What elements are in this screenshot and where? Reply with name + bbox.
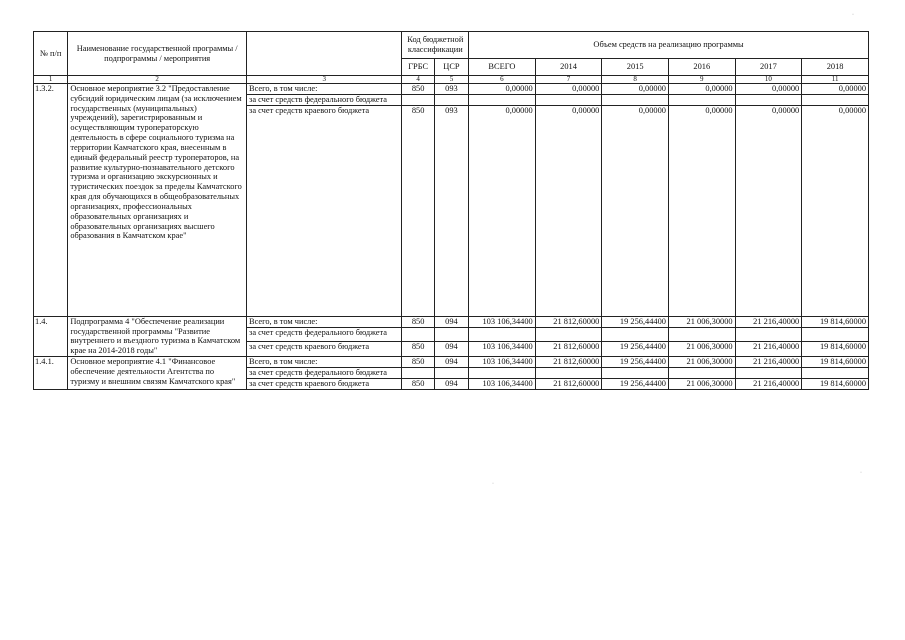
column-number: 11: [802, 76, 869, 84]
row-2017: 0,00000: [735, 105, 802, 316]
page-mark: ·: [852, 12, 854, 18]
row-2014: 21 812,60000: [535, 378, 602, 389]
row-2018: 19 814,60000: [802, 316, 869, 327]
row-grbs: 850: [402, 378, 434, 389]
header-num: № п/п: [34, 32, 68, 76]
header-csr: ЦСР: [434, 59, 468, 76]
row-number: 1.4.: [34, 316, 68, 356]
row-2017: 21 216,40000: [735, 378, 802, 389]
row-2017: 21 216,40000: [735, 342, 802, 357]
column-number: 5: [434, 76, 468, 84]
row-source: за счет средств краевого бюджета: [247, 105, 402, 316]
row-source: за счет средств федерального бюджета: [247, 327, 402, 342]
row-2015: 19 256,44400: [602, 378, 669, 389]
row-2016: 21 006,30000: [668, 316, 735, 327]
row-2018: 0,00000: [802, 84, 869, 95]
column-number: 6: [469, 76, 536, 84]
row-2017: 21 216,40000: [735, 316, 802, 327]
row-source: за счет средств федерального бюджета: [247, 368, 402, 379]
row-source: Всего, в том числе:: [247, 357, 402, 368]
table-row: [34, 84, 869, 95]
row-number: 1.3.2.: [34, 84, 68, 317]
column-number: 8: [602, 76, 669, 84]
row-2015: [602, 327, 669, 342]
row-csr: 093: [434, 84, 468, 95]
row-2014: [535, 327, 602, 342]
header-funding: Объем средств на реализацию программы: [469, 32, 869, 59]
row-2018: 19 814,60000: [802, 342, 869, 357]
row-2016: [668, 95, 735, 106]
header-total: ВСЕГО: [469, 59, 536, 76]
row-2016: 21 006,30000: [668, 357, 735, 368]
row-total: 103 106,34400: [469, 378, 536, 389]
column-number: 10: [735, 76, 802, 84]
row-grbs: [402, 327, 434, 342]
row-2017: 21 216,40000: [735, 357, 802, 368]
row-2018: 19 814,60000: [802, 378, 869, 389]
row-grbs: [402, 95, 434, 106]
row-grbs: 850: [402, 357, 434, 368]
row-2018: [802, 95, 869, 106]
row-grbs: 850: [402, 342, 434, 357]
row-source: за счет средств федерального бюджета: [247, 95, 402, 106]
row-2014: 0,00000: [535, 105, 602, 316]
row-2015: 0,00000: [602, 84, 669, 95]
row-total: [469, 368, 536, 379]
row-csr: 094: [434, 342, 468, 357]
row-2018: [802, 368, 869, 379]
row-csr: 093: [434, 105, 468, 316]
row-grbs: 850: [402, 105, 434, 316]
column-number: 3: [247, 76, 402, 84]
row-2016: 21 006,30000: [668, 378, 735, 389]
header-source: [247, 32, 402, 76]
column-number: 1: [34, 76, 68, 84]
row-grbs: [402, 368, 434, 379]
table-row: [34, 357, 869, 368]
row-name: Основное мероприятие 4.1 "Финансовое обеспечение деятельности Агентства по туризму и внешним связям Камчатского края": [68, 357, 247, 390]
row-2017: [735, 95, 802, 106]
row-csr: [434, 368, 468, 379]
row-total: 103 106,34400: [469, 316, 536, 327]
row-csr: 094: [434, 357, 468, 368]
program-funding-table: [33, 31, 869, 390]
row-2014: 0,00000: [535, 84, 602, 95]
row-csr: [434, 95, 468, 106]
row-2014: 21 812,60000: [535, 357, 602, 368]
header-year: 2018: [802, 59, 869, 76]
header-name: Наименование государственной программы / подпрограммы / мероприятия: [68, 32, 247, 76]
row-source: Всего, в том числе:: [247, 84, 402, 95]
row-2015: 19 256,44400: [602, 357, 669, 368]
row-total: 103 106,34400: [469, 342, 536, 357]
header-budget-code: Код бюджетной классификации: [402, 32, 469, 59]
row-total: [469, 327, 536, 342]
row-2014: [535, 95, 602, 106]
row-name: Подпрограмма 4 "Обеспечение реализации государственной программы "Развитие внутреннего и въездного туризма в Камчатском крае на 2014-2018 годы": [68, 316, 247, 356]
row-total: [469, 95, 536, 106]
row-2016: [668, 368, 735, 379]
row-2018: [802, 327, 869, 342]
column-number: 7: [535, 76, 602, 84]
row-csr: 094: [434, 316, 468, 327]
row-total: 103 106,34400: [469, 357, 536, 368]
header-row-1: [34, 32, 869, 59]
row-2015: 0,00000: [602, 105, 669, 316]
row-source: Всего, в том числе:: [247, 316, 402, 327]
row-2018: 19 814,60000: [802, 357, 869, 368]
header-year: 2014: [535, 59, 602, 76]
row-2015: 19 256,44400: [602, 342, 669, 357]
row-csr: [434, 327, 468, 342]
row-2017: [735, 327, 802, 342]
row-csr: 094: [434, 378, 468, 389]
row-2016: [668, 327, 735, 342]
row-total: 0,00000: [469, 84, 536, 95]
row-2015: 19 256,44400: [602, 316, 669, 327]
scan-speck: ·: [492, 481, 494, 487]
row-2016: 0,00000: [668, 105, 735, 316]
row-source: за счет средств краевого бюджета: [247, 378, 402, 389]
row-2014: [535, 368, 602, 379]
row-2014: 21 812,60000: [535, 316, 602, 327]
header-grbs: ГРБС: [402, 59, 434, 76]
row-2016: 0,00000: [668, 84, 735, 95]
header-year: 2015: [602, 59, 669, 76]
row-2015: [602, 95, 669, 106]
table-row: [34, 316, 869, 327]
row-2017: 0,00000: [735, 84, 802, 95]
row-2015: [602, 368, 669, 379]
row-grbs: 850: [402, 316, 434, 327]
column-numbers-row: [34, 76, 869, 84]
row-2017: [735, 368, 802, 379]
column-number: 4: [402, 76, 434, 84]
row-source: за счет средств краевого бюджета: [247, 342, 402, 357]
column-number: 2: [68, 76, 247, 84]
row-total: 0,00000: [469, 105, 536, 316]
scan-speck: ·: [860, 470, 862, 476]
row-number: 1.4.1.: [34, 357, 68, 390]
header-year: 2016: [668, 59, 735, 76]
row-2014: 21 812,60000: [535, 342, 602, 357]
row-grbs: 850: [402, 84, 434, 95]
column-number: 9: [668, 76, 735, 84]
header-year: 2017: [735, 59, 802, 76]
row-2018: 0,00000: [802, 105, 869, 316]
row-name: Основное мероприятие 3.2 "Предоставление субсидий юридическим лицам (за исключением государственных (муниципальных) учреждений), зарегистрированным и осуществляющим туроператорскую деятельность в сфере социального туризма на территории Камчатского края, внесенным в единый федеральный реестр туроператоров, на развитие культурно-познавательного детского туризма и организацию экскурсионных и туристических поездок за пределы Камчатского края для обучающихся в общеобразовательных организациях, профессиональных образовательных организациях и образовательных организациях высшего образования в Камчатском крае": [68, 84, 247, 317]
row-2016: 21 006,30000: [668, 342, 735, 357]
